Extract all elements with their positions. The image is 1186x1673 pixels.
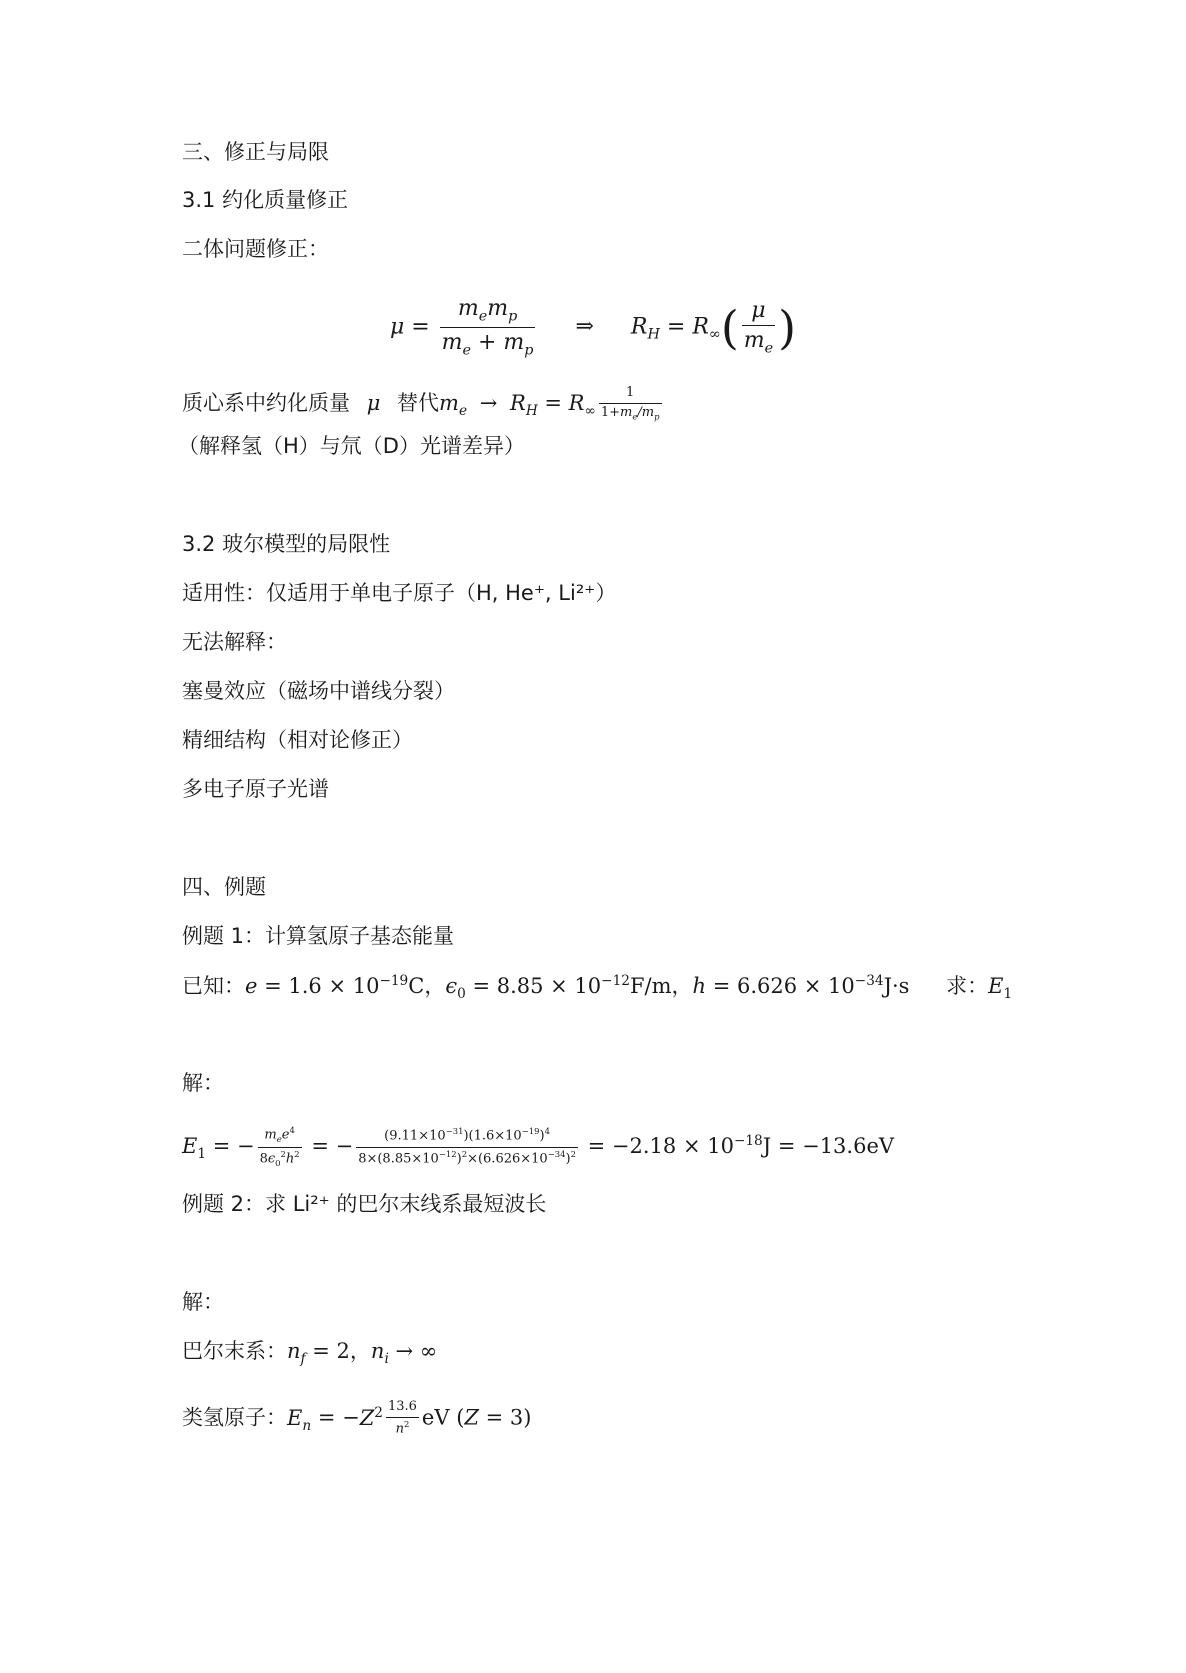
cannot-explain-label: 无法解释： xyxy=(182,630,287,654)
section-4-heading: 四、例题 xyxy=(182,875,266,899)
reduced-mass-line: 质心系中约化质量 μ 替代$m_e \to R_H = R_\infty$ $\frac{1}{1+m_e/m_p}$ xyxy=(182,385,660,422)
list-item: 精细结构（相对论修正） xyxy=(182,728,413,752)
section-3-heading: 三、修正与局限 xyxy=(182,140,329,164)
list-item: 多电子原子光谱 xyxy=(182,777,329,801)
replace-text: 替代 xyxy=(397,391,440,416)
section-3-1-title: 3.1 约化质量修正 xyxy=(182,188,349,212)
hydrogenic-energy-line: 类氢原子：$E_n = -Z^2$ $\frac{13.6}{n^2}$ eV (Z = 3) xyxy=(182,1399,532,1437)
two-body-label: 二体问题修正： xyxy=(182,237,329,261)
example-1-given: 已知：$e = 1.6 \times 10^{-19}C$，$\epsilon_0 = 8.85 \times 10^{-12}F/m$，$h = 6.626 \times 10^{-34}J\cdot s$ 求：$E_1$ xyxy=(182,973,1013,1003)
balmer-series-line: 巴尔末系：$n_f = 2$，$n_i$ → ∞ xyxy=(182,1339,438,1368)
list-item: 塞曼效应（磁场中谱线分裂） xyxy=(182,679,455,703)
reduced-mass-text: 质心系中约化质量 xyxy=(182,391,350,416)
balmer-label: 巴尔末系： xyxy=(182,1339,287,1363)
hydrogenic-label: 类氢原子： xyxy=(182,1405,287,1430)
hd-explanation: （解释氢（H）与氘（D）光谱差异） xyxy=(178,434,525,458)
applicability-text: 适用性：仅适用于单电子原子（H, He⁺, Li²⁺） xyxy=(182,581,617,605)
solution-label-1: 解： xyxy=(182,1071,224,1095)
solution-label-2: 解： xyxy=(182,1290,224,1314)
example-1-title: 例题 1：计算氢原子基态能量 xyxy=(182,924,455,948)
example-2-title: 例题 2：求 Li²⁺ 的巴尔末线系最短波长 xyxy=(182,1192,547,1216)
find-label: 求： xyxy=(946,974,989,998)
given-label: 已知： xyxy=(182,974,245,998)
reduced-mass-equation: μ = $\frac{m_em_p}{m_e + m_p}$ ⇒ $R_H = R_\infty$( $\frac{\mu}{m_e}$ ) xyxy=(389,296,797,359)
ground-state-energy-equation: $E_1$ = − $\frac{m_ee^4}{8\epsilon_0^2h^2}$ = − $\frac{(9.11\times 10^{-31})(1.6\times 10^{-19})^4}{8\times(8.85\times 10^{-12})^2\times(6.626\times 10^{-34})^2}$ = $-2.18 \times 10^{-18}J = -13.6eV$ xyxy=(182,1125,895,1168)
section-3-2-title: 3.2 玻尔模型的局限性 xyxy=(182,532,391,556)
